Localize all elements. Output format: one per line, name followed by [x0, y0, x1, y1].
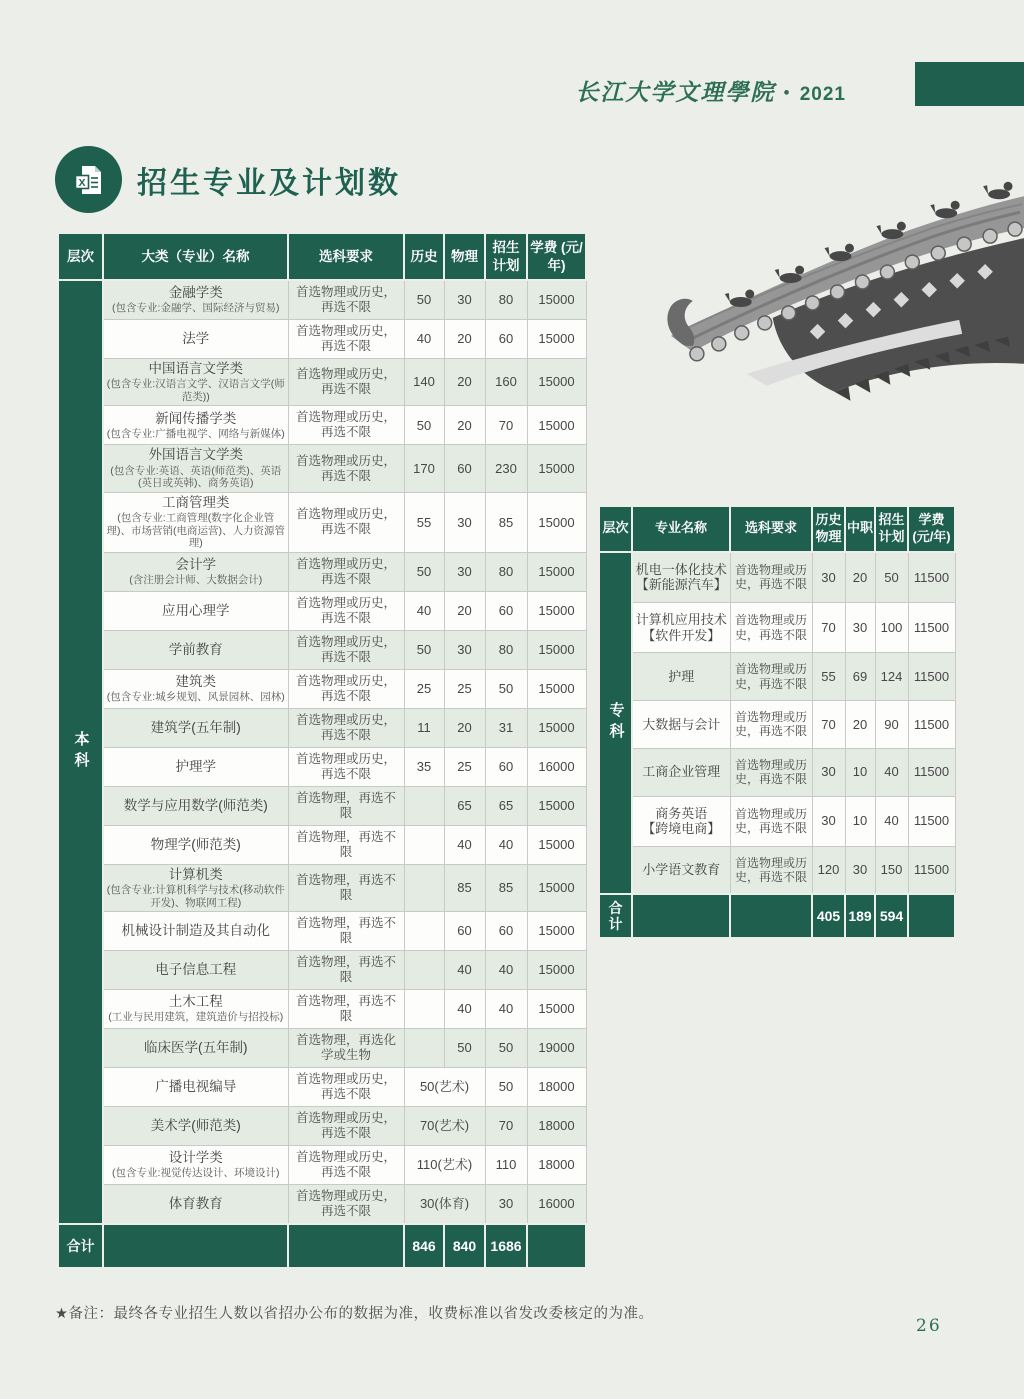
fee-value: 11500	[908, 700, 955, 748]
major-name-cell	[103, 359, 288, 406]
fee-value: 15000	[527, 708, 586, 747]
history-physics-count: 30	[812, 552, 845, 603]
history-count: 40	[404, 591, 444, 630]
major-row	[599, 748, 955, 796]
major-name: 建筑类	[175, 673, 216, 689]
subject-req: 首选物理，再选不限	[288, 825, 404, 864]
major-sub: (包含专业:广播电视学、网络与新媒体)	[106, 427, 285, 440]
major-row	[599, 846, 955, 894]
major-row	[599, 552, 955, 603]
fee-value: 15000	[527, 825, 586, 864]
major-row	[599, 602, 955, 652]
physics-count: 30	[444, 630, 485, 669]
col-header-plan: 招生计划	[485, 233, 527, 280]
history-physics-count: 120	[812, 846, 845, 894]
history-count	[404, 786, 444, 825]
major-sub: (包含专业:计算机科学与技术(移动软件开发)、物联网工程)	[106, 884, 285, 909]
history-count: 55	[404, 492, 444, 552]
major-name-cell	[103, 591, 288, 630]
brand-separator-dot: •	[782, 86, 793, 101]
plan-count: 80	[485, 552, 527, 591]
section-title-block	[55, 146, 401, 213]
major-sub: (工业与民用建筑，建筑造价与招投标)	[108, 1011, 284, 1024]
major-name-cell	[103, 630, 288, 669]
major-row	[58, 591, 586, 630]
major-name-cell	[103, 669, 288, 708]
fee-value: 18000	[527, 1068, 586, 1107]
brand-title	[575, 74, 846, 107]
major-sub: (包含专业:英语、英语(师范类)、英语(英日或英韩)、商务英语)	[110, 464, 282, 490]
vocational-count: 69	[845, 653, 875, 701]
major-tag: 【软件开发】	[642, 627, 721, 643]
major-name: 商务英语	[655, 805, 708, 821]
subject-req: 首选物理或历史，再选不限	[288, 1107, 404, 1146]
plan-count: 40	[485, 825, 527, 864]
history-count: 50	[404, 630, 444, 669]
plan-count: 85	[485, 492, 527, 552]
major-row	[58, 280, 586, 320]
col-header-history: 历史	[404, 233, 444, 280]
history-count: 170	[404, 445, 444, 492]
subject-req: 首选物理或历史，再选不限	[730, 748, 812, 796]
empty-cell	[288, 1224, 404, 1268]
physics-count: 85	[444, 864, 485, 911]
excel-doc-icon	[55, 146, 122, 213]
major-name-cell	[103, 1068, 288, 1107]
empty-cell	[103, 1224, 288, 1268]
plan-count: 31	[485, 708, 527, 747]
plan-count: 230	[485, 445, 527, 492]
total-label: 合计	[599, 894, 632, 938]
fee-value: 15000	[527, 320, 586, 359]
plan-count: 70	[485, 406, 527, 445]
fee-value: 15000	[527, 864, 586, 911]
subject-req: 首选物理或历史，再选不限	[288, 708, 404, 747]
major-name: 机电一体化技术	[635, 561, 727, 577]
subject-req: 首选物理或历史，再选不限	[730, 653, 812, 701]
college-header-row	[599, 506, 955, 552]
major-tag: 【跨境电商】	[642, 821, 721, 837]
major-row	[58, 990, 586, 1029]
col-header-major: 专业名称	[632, 506, 730, 552]
plan-count: 124	[875, 653, 908, 701]
major-row	[58, 445, 586, 492]
subject-req: 首选物理或历史，再选不限	[288, 445, 404, 492]
major-row	[58, 1029, 586, 1068]
major-row	[58, 630, 586, 669]
total-history-physics: 405	[812, 894, 845, 938]
history-count: 50	[404, 406, 444, 445]
major-name: 数学与应用数学(师范类)	[123, 797, 268, 813]
history-count	[404, 825, 444, 864]
history-physics-count: 55	[812, 653, 845, 701]
level-label: 本科	[72, 731, 90, 774]
vocational-count: 10	[845, 796, 875, 846]
major-name: 机械设计制造及其自动化	[121, 923, 270, 939]
major-name-cell	[103, 864, 288, 911]
major-row	[58, 1107, 586, 1146]
plan-count: 50	[875, 552, 908, 603]
fee-value: 15000	[527, 552, 586, 591]
major-name-cell	[103, 320, 288, 359]
subject-req: 首选物理或历史，再选不限	[288, 591, 404, 630]
svg-text:X: X	[77, 176, 86, 189]
combined-count: 110(艺术)	[404, 1146, 485, 1185]
subject-req: 首选物理或历史，再选不限	[288, 747, 404, 786]
section-title: 招生专业及计划数	[137, 166, 401, 200]
major-row	[599, 653, 955, 701]
subject-req: 首选物理或历史，再选不限	[288, 320, 404, 359]
major-name-cell	[632, 552, 730, 603]
subject-req: 首选物理，再选不限	[288, 864, 404, 911]
plan-count: 40	[875, 796, 908, 846]
plan-count: 90	[875, 700, 908, 748]
history-count: 40	[404, 320, 444, 359]
fee-value: 11500	[908, 602, 955, 652]
major-name-cell	[632, 700, 730, 748]
physics-count: 20	[444, 359, 485, 406]
subject-req: 首选物理或历史，再选不限	[288, 359, 404, 406]
empty-cell	[730, 894, 812, 938]
plan-count: 60	[485, 591, 527, 630]
physics-count: 25	[444, 747, 485, 786]
history-physics-count: 70	[812, 602, 845, 652]
physics-count: 60	[444, 912, 485, 951]
major-name: 法学	[182, 331, 210, 346]
major-sub: (包含专业:视觉传达设计、环境设计)	[112, 1167, 280, 1180]
plan-count: 100	[875, 602, 908, 652]
major-name-cell	[103, 786, 288, 825]
subject-req: 首选物理或历史，再选不限	[730, 602, 812, 652]
history-count	[404, 1029, 444, 1068]
vocational-count: 30	[845, 602, 875, 652]
traditional-roof-eave-photo	[655, 166, 1024, 414]
fee-value: 15000	[527, 591, 586, 630]
fee-value: 15000	[527, 786, 586, 825]
college-table	[598, 505, 956, 939]
major-row	[58, 1068, 586, 1107]
major-name-cell	[103, 406, 288, 445]
major-name: 美术学(师范类)	[150, 1118, 241, 1134]
plan-count: 150	[875, 846, 908, 894]
undergrad-table	[57, 232, 587, 1269]
fee-value: 19000	[527, 1029, 586, 1068]
major-name-cell	[103, 492, 288, 552]
physics-count: 60	[444, 445, 485, 492]
major-row	[58, 708, 586, 747]
level-cell	[58, 280, 103, 1224]
physics-count: 25	[444, 669, 485, 708]
col-header-vocational: 中职	[845, 506, 875, 552]
major-sub: (包含专业:城乡规划、风景园林、园林)	[106, 691, 285, 704]
major-name: 工商管理类	[162, 494, 230, 510]
subject-req: 首选物理或历史，再选不限	[730, 846, 812, 894]
major-name: 计算机应用技术	[635, 611, 727, 627]
empty-cell	[632, 894, 730, 938]
major-row	[58, 864, 586, 911]
fee-value: 15000	[527, 445, 586, 492]
level-cell	[599, 552, 632, 895]
major-row	[58, 406, 586, 445]
subject-req: 首选物理或历史，再选不限	[288, 280, 404, 320]
major-row	[599, 796, 955, 846]
plan-count: 50	[485, 1029, 527, 1068]
physics-count: 20	[444, 708, 485, 747]
history-count: 25	[404, 669, 444, 708]
vocational-count: 30	[845, 846, 875, 894]
major-name: 广播电视编导	[155, 1079, 237, 1095]
page-number: 26	[916, 1316, 942, 1336]
fee-value: 11500	[908, 653, 955, 701]
col-header-subjects: 选科要求	[288, 233, 404, 280]
col-header-history-physics: 历史物理	[812, 506, 845, 552]
major-name-cell	[632, 846, 730, 894]
major-row	[58, 669, 586, 708]
fee-value: 15000	[527, 406, 586, 445]
major-row	[58, 320, 586, 359]
major-name: 设计学类	[168, 1150, 223, 1166]
physics-count: 40	[444, 825, 485, 864]
plan-count: 60	[485, 747, 527, 786]
major-name: 大数据与会计	[642, 716, 721, 732]
major-name-cell	[103, 1185, 288, 1225]
col-header-level: 层次	[599, 506, 632, 552]
major-sub: (包含专业:汉语言文学、汉语言文学(师范类))	[106, 378, 285, 403]
subject-req: 首选物理或历史，再选不限	[730, 700, 812, 748]
subject-req: 首选物理或历史，再选不限	[288, 630, 404, 669]
col-header-fee: 学费 (元/年)	[527, 233, 586, 280]
major-row	[58, 786, 586, 825]
plan-count: 85	[485, 864, 527, 911]
physics-count: 65	[444, 786, 485, 825]
major-name-cell	[632, 602, 730, 652]
col-header-level: 层次	[58, 233, 103, 280]
major-name-cell	[103, 1107, 288, 1146]
empty-cell	[908, 894, 955, 938]
history-count	[404, 951, 444, 990]
major-name: 护理	[668, 668, 695, 684]
fee-value: 11500	[908, 796, 955, 846]
fee-value: 11500	[908, 846, 955, 894]
subject-req: 首选物理，再选不限	[288, 786, 404, 825]
level-label: 专科	[607, 702, 625, 745]
brand-name: 长江大学文理學院	[575, 79, 776, 106]
total-vocational: 189	[845, 894, 875, 938]
major-name-cell	[103, 951, 288, 990]
fee-value: 15000	[527, 492, 586, 552]
fee-value: 15000	[527, 359, 586, 406]
major-row	[599, 700, 955, 748]
subject-req: 首选物理或历史，再选不限	[288, 492, 404, 552]
major-sub: (包含专业:金融学、国际经济与贸易)	[112, 302, 280, 315]
physics-count: 30	[444, 552, 485, 591]
major-name: 外国语言文学类	[148, 447, 243, 463]
plan-count: 80	[485, 630, 527, 669]
plan-count: 40	[485, 990, 527, 1029]
combined-count: 50(艺术)	[404, 1068, 485, 1107]
plan-count: 50	[485, 1068, 527, 1107]
major-name-cell	[103, 552, 288, 591]
physics-count: 50	[444, 1029, 485, 1068]
subject-req: 首选物理或历史，再选不限	[730, 552, 812, 603]
physics-count: 30	[444, 280, 485, 320]
combined-count: 30(体育)	[404, 1185, 485, 1225]
history-count: 50	[404, 552, 444, 591]
subject-req: 首选物理或历史，再选不限	[288, 1068, 404, 1107]
subject-req: 首选物理或历史，再选不限	[288, 1146, 404, 1185]
major-name-cell	[103, 445, 288, 492]
major-name: 临床医学(五年制)	[144, 1040, 248, 1056]
col-header-subjects: 选科要求	[730, 506, 812, 552]
total-plan: 1686	[485, 1224, 527, 1268]
undergrad-header-row	[58, 233, 586, 280]
fee-value: 15000	[527, 630, 586, 669]
brand-year: 2021	[799, 84, 846, 105]
major-row	[58, 825, 586, 864]
major-name-cell	[103, 1146, 288, 1185]
major-row	[58, 747, 586, 786]
major-name: 建筑学(五年制)	[150, 719, 241, 735]
major-row	[58, 359, 586, 406]
plan-count: 60	[485, 320, 527, 359]
major-name: 电子信息工程	[155, 962, 237, 978]
fee-value: 16000	[527, 1185, 586, 1225]
major-row	[58, 1185, 586, 1225]
history-count	[404, 912, 444, 951]
col-header-plan: 招生计划	[875, 506, 908, 552]
major-name: 会计学	[175, 556, 216, 572]
major-name: 应用心理学	[162, 602, 230, 618]
major-name-cell	[632, 748, 730, 796]
fee-value: 11500	[908, 748, 955, 796]
plan-count: 50	[485, 669, 527, 708]
college-total-row	[599, 894, 955, 938]
major-name-cell	[103, 912, 288, 951]
major-name-cell	[103, 280, 288, 320]
major-name-cell	[632, 796, 730, 846]
total-plan: 594	[875, 894, 908, 938]
vocational-count: 20	[845, 700, 875, 748]
plan-count: 160	[485, 359, 527, 406]
fee-value: 15000	[527, 951, 586, 990]
major-name: 新闻传播学类	[155, 410, 237, 426]
major-name-cell	[103, 990, 288, 1029]
major-name-cell	[632, 653, 730, 701]
major-sub: (含注册会计师、大数据会计)	[129, 574, 263, 587]
history-count: 50	[404, 280, 444, 320]
col-header-major: 大类（专业）名称	[103, 233, 288, 280]
history-physics-count: 70	[812, 700, 845, 748]
plan-count: 110	[485, 1146, 527, 1185]
fee-value: 15000	[527, 280, 586, 320]
subject-req: 首选物理，再选不限	[288, 951, 404, 990]
major-name: 土木工程	[168, 994, 223, 1010]
physics-count: 40	[444, 990, 485, 1029]
subject-req: 首选物理，再选化学或生物	[288, 1029, 404, 1068]
major-name-cell	[103, 1029, 288, 1068]
subject-req: 首选物理或历史，再选不限	[288, 552, 404, 591]
plan-count: 40	[485, 951, 527, 990]
major-name: 金融学类	[168, 285, 223, 301]
major-row	[58, 951, 586, 990]
physics-count: 20	[444, 320, 485, 359]
major-name: 物理学(师范类)	[150, 836, 241, 852]
physics-count: 20	[444, 406, 485, 445]
history-count: 11	[404, 708, 444, 747]
fee-value: 15000	[527, 990, 586, 1029]
history-physics-count: 30	[812, 748, 845, 796]
subject-req: 首选物理或历史，再选不限	[288, 1185, 404, 1225]
major-name: 体育教育	[168, 1196, 223, 1212]
subject-req: 首选物理或历史，再选不限	[288, 406, 404, 445]
fee-value: 18000	[527, 1146, 586, 1185]
major-row	[58, 1146, 586, 1185]
fee-value: 18000	[527, 1107, 586, 1146]
major-name-cell	[103, 708, 288, 747]
physics-count: 40	[444, 951, 485, 990]
combined-count: 70(艺术)	[404, 1107, 485, 1146]
corner-green-tab	[915, 62, 1024, 106]
plan-count: 30	[485, 1185, 527, 1225]
total-label: 合计	[58, 1224, 103, 1268]
physics-count: 30	[444, 492, 485, 552]
plan-count: 65	[485, 786, 527, 825]
vocational-count: 10	[845, 748, 875, 796]
total-history: 846	[404, 1224, 444, 1268]
history-count	[404, 990, 444, 1029]
subject-req: 首选物理，再选不限	[288, 990, 404, 1029]
fee-value: 15000	[527, 669, 586, 708]
fee-value: 16000	[527, 747, 586, 786]
major-name: 小学语文教育	[642, 862, 721, 878]
fee-value: 11500	[908, 552, 955, 603]
plan-count: 80	[485, 280, 527, 320]
physics-count: 20	[444, 591, 485, 630]
col-header-physics: 物理	[444, 233, 485, 280]
subject-req: 首选物理或历史，再选不限	[288, 669, 404, 708]
history-count: 35	[404, 747, 444, 786]
total-physics: 840	[444, 1224, 485, 1268]
major-sub: (包含专业:工商管理(数字化企业管理)、市场营销(电商运营)、人力资源管理)	[106, 512, 285, 550]
major-row	[58, 492, 586, 552]
subject-req: 首选物理或历史，再选不限	[730, 796, 812, 846]
col-header-fee: 学费 (元/年)	[908, 506, 955, 552]
major-name: 工商企业管理	[642, 764, 721, 780]
empty-cell	[527, 1224, 586, 1268]
plan-count: 60	[485, 912, 527, 951]
major-row	[58, 912, 586, 951]
major-name-cell	[103, 747, 288, 786]
major-name: 护理学	[175, 758, 216, 774]
major-name: 计算机类	[168, 866, 223, 882]
major-row	[58, 552, 586, 591]
major-name: 中国语言文学类	[148, 361, 243, 377]
major-name-cell	[103, 825, 288, 864]
vocational-count: 20	[845, 552, 875, 603]
history-count: 140	[404, 359, 444, 406]
major-name: 学前教育	[168, 641, 223, 657]
footnote: ★备注：最终各专业招生人数以省招办公布的数据为准，收费标准以省发改委核定的为准。	[55, 1306, 654, 1322]
history-count	[404, 864, 444, 911]
history-physics-count: 30	[812, 796, 845, 846]
undergrad-total-row	[58, 1224, 586, 1268]
subject-req: 首选物理，再选不限	[288, 912, 404, 951]
fee-value: 15000	[527, 912, 586, 951]
major-tag: 【新能源汽车】	[635, 577, 727, 593]
plan-count: 70	[485, 1107, 527, 1146]
plan-count: 40	[875, 748, 908, 796]
